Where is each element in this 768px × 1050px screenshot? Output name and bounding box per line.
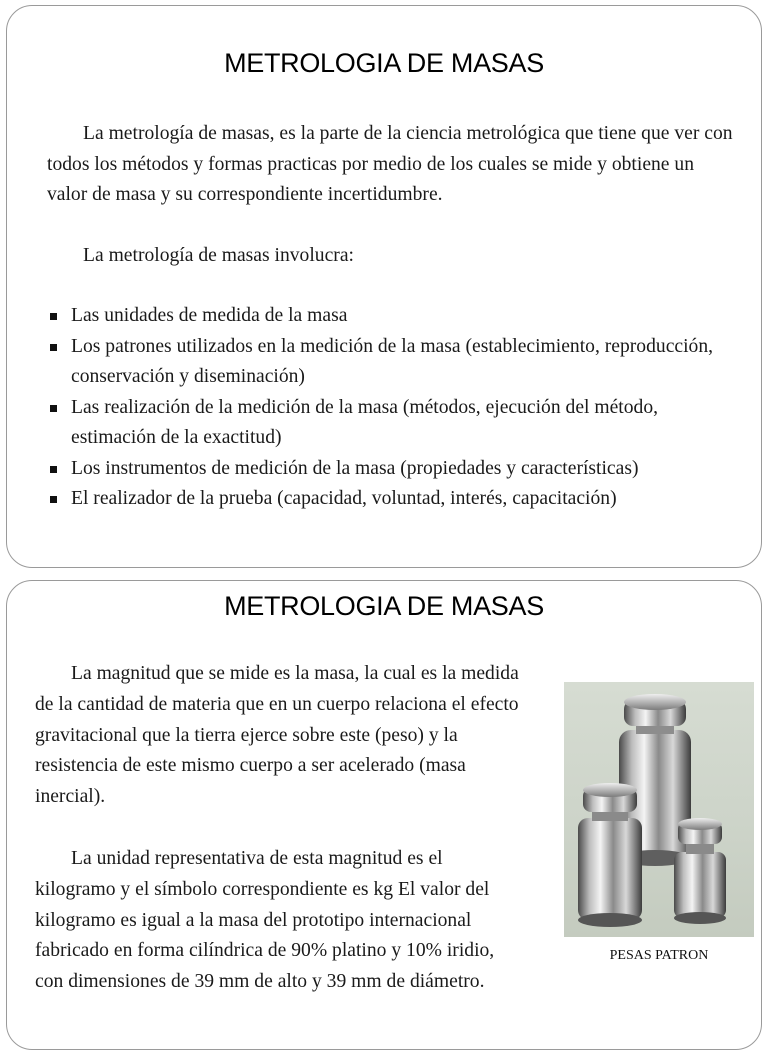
involves-intro: La metrología de masas involucra: — [83, 245, 354, 266]
slide-title: METROLOGIA DE MASAS — [224, 48, 544, 78]
list-item: Las realización de la medición de la masa (métodos, ejecución del método, estimación de la exactitud) — [47, 393, 747, 454]
bullet-square-icon — [50, 466, 57, 473]
slide-1 — [6, 5, 762, 568]
slide-2 — [6, 580, 762, 1050]
bullet-square-icon — [50, 313, 57, 320]
magnitude-paragraph: La magnitud que se mide es la masa, la cual es la medida de la cantidad de materia que en un cuerpo relaciona el efecto gravitacional que la tierra ejerce sobre este (peso) y la resistencia de este mismo cuerpo a ser acelerado (masa inercial). — [35, 663, 519, 808]
list-item: Los instrumentos de medición de la masa (propiedades y características) — [47, 454, 747, 485]
bullet-square-icon — [50, 496, 57, 503]
bullet-square-icon — [50, 344, 57, 351]
bullet-square-icon — [50, 405, 57, 412]
list-item: Las unidades de medida de la masa — [47, 301, 747, 332]
standard-weights-image — [564, 682, 754, 937]
unit-paragraph: La unidad representativa de esta magnitud es el kilogramo y el símbolo correspondiente es kg El valor del kilogramo es igual a la masa del prototipo internacional fabricado en forma cilíndrica de 90% platino y 10% iridio, con dimensiones de 39 mm de alto y 39 mm de diámetro. — [35, 848, 495, 993]
list-item: El realizador de la prueba (capacidad, voluntad, interés, capacitación) — [47, 484, 747, 515]
list-item: Los patrones utilizados en la medición de la masa (establecimiento, reproducción, conservación y diseminación) — [47, 332, 747, 393]
image-caption: PESAS PATRON — [609, 948, 709, 963]
standard-weights-photo — [564, 682, 754, 937]
slide-title: METROLOGIA DE MASAS — [224, 591, 544, 621]
bullet-list — [47, 301, 747, 515]
definition-paragraph: La metrología de masas, es la parte de la ciencia metrológica que tiene que ver con todos los métodos y formas practicas por medio de los cuales se mide y obtiene un valor de masa y su correspondiente incertidumbre. — [47, 123, 733, 205]
